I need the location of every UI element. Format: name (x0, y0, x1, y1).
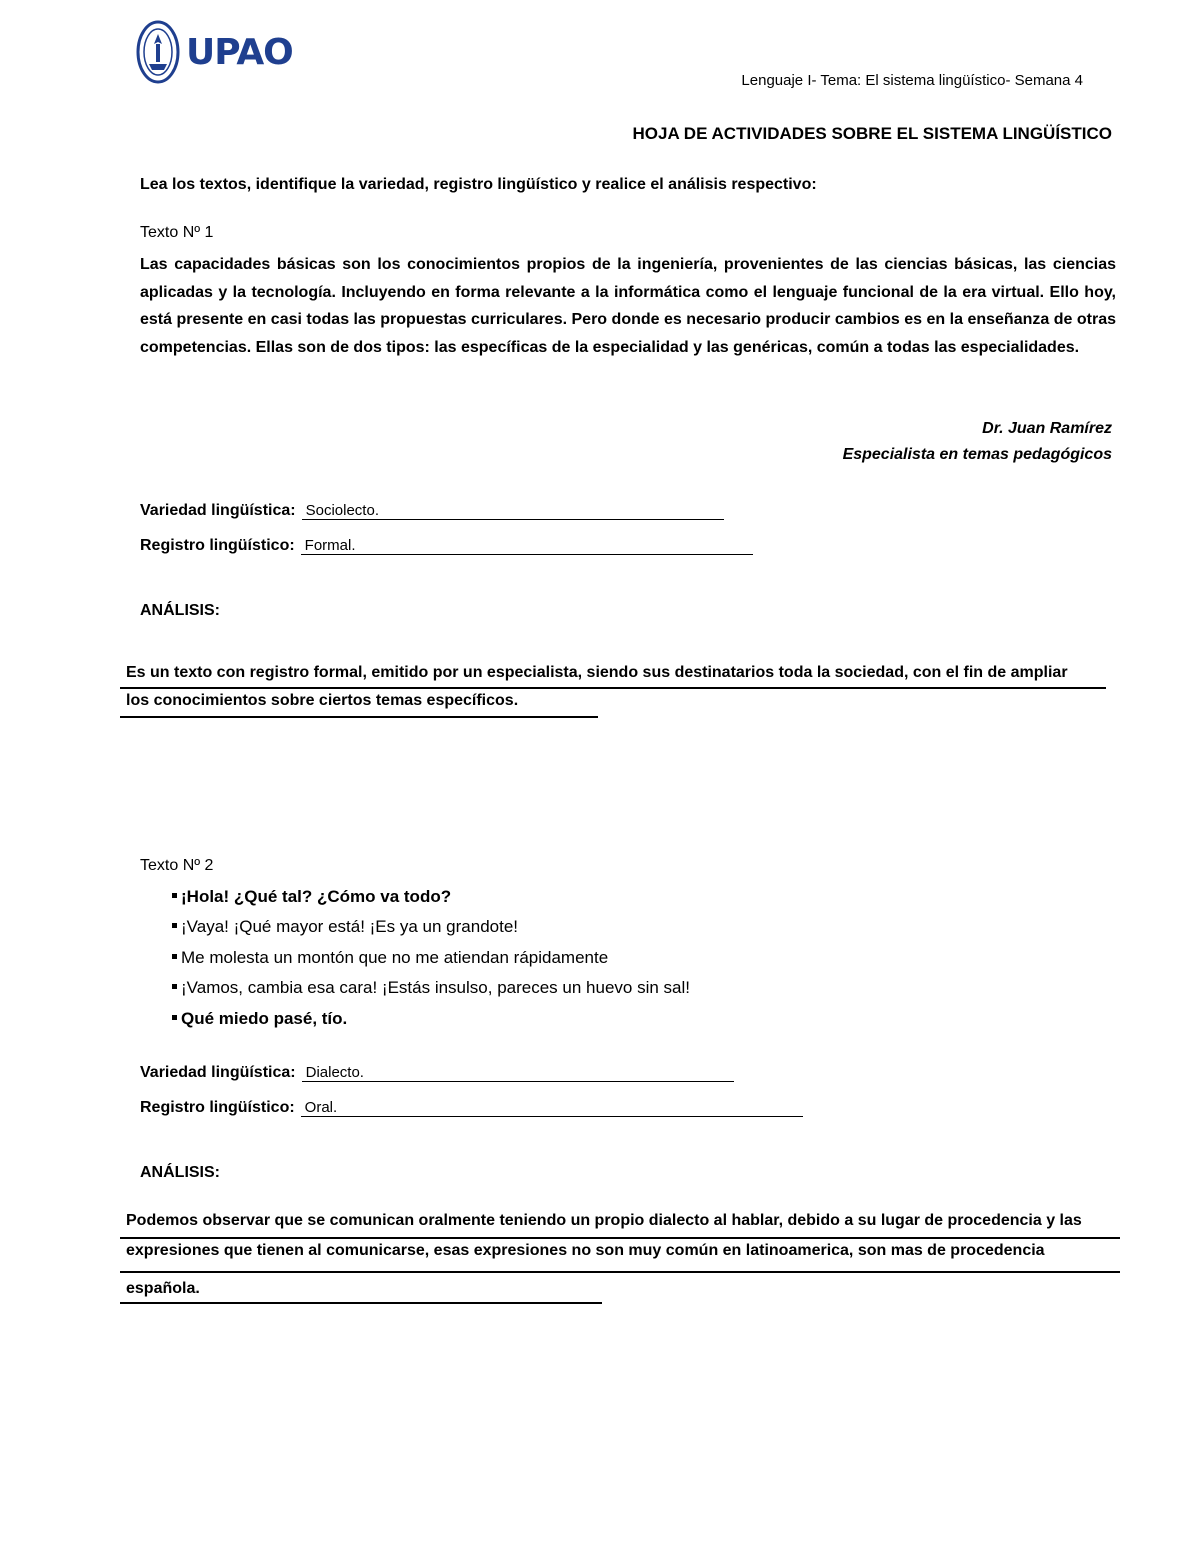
registro-label: Registro lingüístico: (140, 1099, 295, 1116)
texto2-analisis-line2: expresiones que tienen al comunicarse, esas expresiones no son muy común en latinoamerica, son mas de procedencia (126, 1242, 1045, 1259)
texto1-analisis-line2: los conocimientos sobre ciertos temas específicos. (126, 692, 519, 709)
bullet-icon (172, 923, 177, 928)
page-title: HOJA DE ACTIVIDADES SOBRE EL SISTEMA LINGÜÍSTICO (632, 124, 1112, 143)
bullet-icon (172, 1015, 177, 1020)
variedad-label: Variedad lingüística: (140, 502, 296, 519)
registro-label: Registro lingüístico: (140, 537, 295, 554)
texto1-registro-field (140, 537, 753, 555)
bullet-icon (172, 893, 177, 898)
variedad-value: Dialecto. (302, 1064, 734, 1082)
variedad-label: Variedad lingüística: (140, 1064, 296, 1081)
instructions: Lea los textos, identifique la variedad, registro lingüístico y realice el análisis respectivo: (140, 176, 817, 193)
texto1-analisis-underline1 (120, 687, 1106, 689)
texto2-variedad-field (140, 1064, 734, 1082)
registro-value: Oral. (301, 1099, 803, 1117)
texto1-variedad-field (140, 502, 724, 520)
bullet-icon (172, 984, 177, 989)
texto1-author: Dr. Juan Ramírez (982, 420, 1112, 437)
bullet-icon (172, 954, 177, 959)
texto2-analisis-underline1 (120, 1237, 1120, 1239)
texto1-analisis-underline2 (120, 716, 598, 718)
list-item: ¡Vamos, cambia esa cara! ¡Estás insulso, pareces un huevo sin sal! (172, 973, 690, 1003)
upao-logo (136, 18, 296, 86)
texto1-heading: Texto Nº 1 (140, 224, 214, 241)
course-line: Lenguaje I- Tema: El sistema lingüístico- Semana 4 (741, 72, 1083, 89)
list-item: Me molesta un montón que no me atiendan rápidamente (172, 943, 690, 973)
texto1-paragraph: Las capacidades básicas son los conocimientos propios de la ingeniería, provenientes de las ciencias básicas, las ciencias aplicadas y la tecnología. Incluyendo en forma relevante a la informática como el lenguaje funcional de la era virtual. Ello hoy, está presente en casi todas las propuestas curriculares. Pero donde es necesario producir cambios es en la enseñanza de otras competencias. Ellas son de dos tipos: las específicas de la especialidad y las genéricas, común a todas las especialidades. (140, 256, 1116, 356)
registro-value: Formal. (301, 537, 753, 555)
list-item: ¡Vaya! ¡Qué mayor está! ¡Es ya un grandote! (172, 912, 690, 942)
texto2-registro-field (140, 1099, 803, 1117)
texto2-analisis-line3: española. (126, 1280, 200, 1297)
texto2-analisis-line1: Podemos observar que se comunican oralmente teniendo un propio dialecto al hablar, debido a su lugar de procedencia y las (126, 1212, 1082, 1229)
variedad-value: Sociolecto. (302, 502, 724, 520)
texto1-analisis-line1: Es un texto con registro formal, emitido por un especialista, siendo sus destinatarios toda la sociedad, con el fin de ampliar (126, 664, 1068, 681)
texto2-analisis-underline2 (120, 1271, 1120, 1273)
texto1-author-role: Especialista en temas pedagógicos (842, 446, 1112, 463)
texto2-heading: Texto Nº 2 (140, 857, 214, 874)
texto1-analisis-label: ANÁLISIS: (140, 602, 220, 619)
university-seal-icon (136, 20, 180, 84)
logo-wordmark: UPAO (186, 31, 293, 73)
texto2-analisis-underline3 (120, 1302, 602, 1304)
list-item: ¡Hola! ¿Qué tal? ¿Cómo va todo? (172, 882, 690, 912)
list-item: Qué miedo pasé, tío. (172, 1004, 690, 1034)
texto2-analisis-label: ANÁLISIS: (140, 1164, 220, 1181)
texto2-list (172, 882, 690, 1034)
